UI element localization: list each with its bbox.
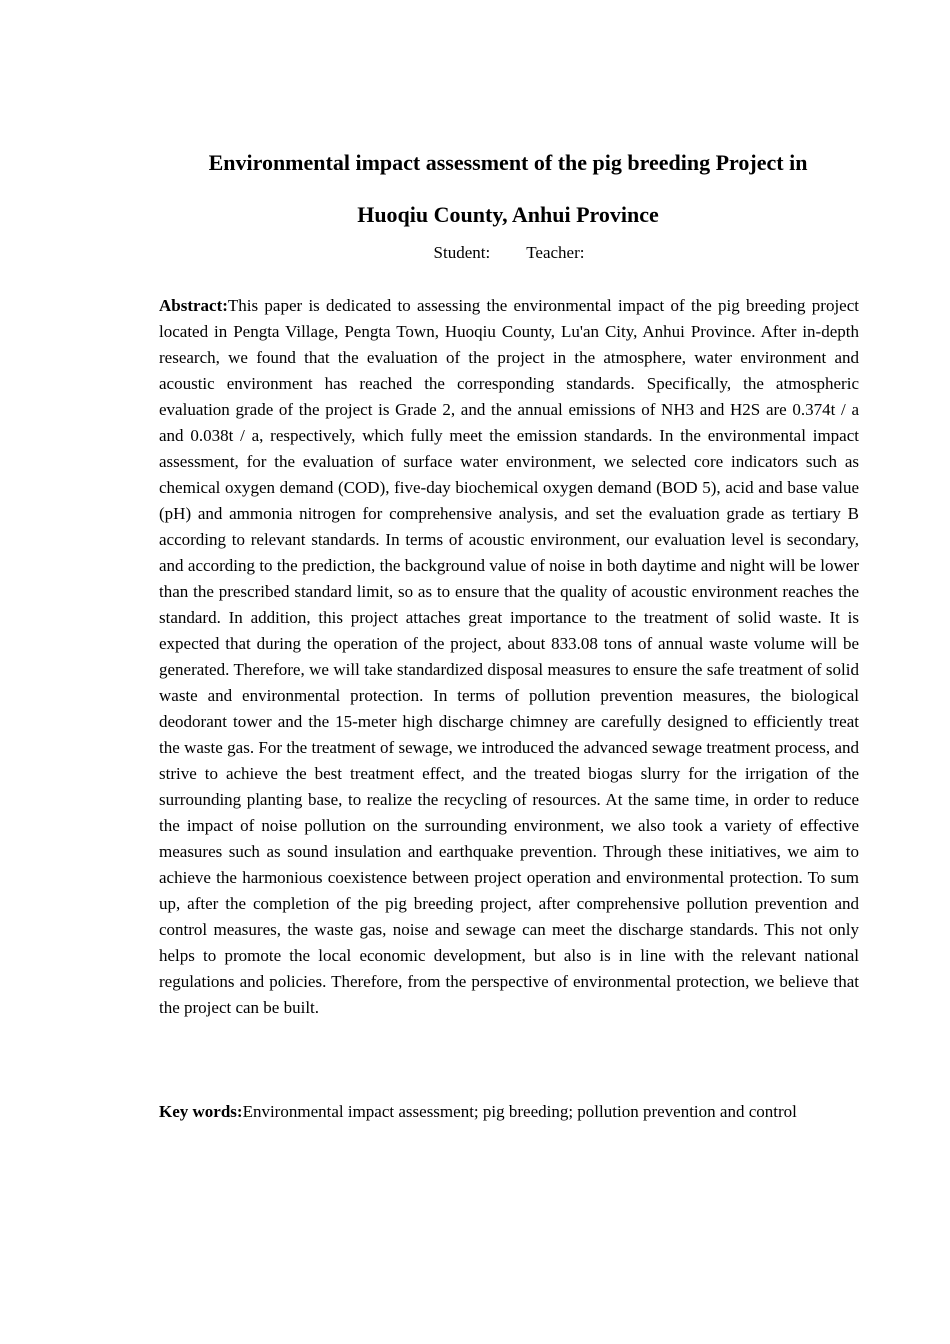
abstract-label: Abstract: <box>159 296 228 315</box>
paper-title-line-1: Environmental impact assessment of the pig breeding Project in <box>208 150 808 175</box>
keywords-paragraph <box>159 1099 859 1125</box>
keywords-text: Environmental impact assessment; pig breeding; pollution prevention and control <box>242 1102 797 1121</box>
keywords-label: Key words: <box>159 1102 243 1121</box>
abstract-paragraph <box>159 293 859 1021</box>
teacher-label: Teacher: <box>526 243 585 262</box>
student-label: Student: <box>433 243 491 262</box>
abstract-text: This paper is dedicated to assessing the environmental impact of the pig breeding project located in Pengta Village, Pengta Town, Huoqiu County, Lu'an City, Anhui Province. After in-depth research, we found that the evaluation of the project in the atmosphere, water environment and acoustic environment has reached the corresponding standards. Specifically, the atmospheric evaluation grade of the project is Grade 2, and the annual emissions of NH3 and H2S are 0.374t / a and 0.038t / a, respectively, which fully meet the emission standards. In the environmental impact assessment, for the evaluation of surface water environment, we selected core indicators such as chemical oxygen demand (COD), five-day biochemical oxygen demand (BOD 5), acid and base value (pH) and ammonia nitrogen for comprehensive analysis, and set the evaluation grade as tertiary B according to relevant standards. In terms of acoustic environment, our evaluation level is secondary, and according to the prediction, the background value of noise in both daytime and night will be lower than the prescribed standard limit, so as to ensure that the quality of acoustic environment reaches the standard. In addition, this project attaches great importance to the treatment of solid waste. It is expected that during the operation of the project, about 833.08 tons of annual waste volume will be generated. Therefore, we will take standardized disposal measures to ensure the safe treatment of solid waste and environmental protection. In terms of pollution prevention measures, the biological deodorant tower and the 15-meter high discharge chimney are carefully designed to efficiently treat the waste gas. For the treatment of sewage, we introduced the advanced sewage treatment process, and strive to achieve the best treatment effect, and the treated biogas slurry for the irrigation of the surrounding planting base, to realize the recycling of resources. At the same time, in order to reduce the impact of noise pollution on the surrounding environment, we also took a variety of effective measures such as sound insulation and earthquake prevention. Through these initiatives, we aim to achieve the harmonious coexistence between project operation and environmental protection. To sum up, after the completion of the pig breeding project, after comprehensive pollution prevention and control measures, the waste gas, noise and sewage can meet the discharge standards. This not only helps to promote the local economic development, but also is in line with the relevant national regulations and policies. Therefore, from the perspective of environmental protection, we believe that the project can be built. <box>159 296 859 1017</box>
paper-title-line-2: Huoqiu County, Anhui Province <box>357 202 659 227</box>
author-line <box>100 242 918 264</box>
